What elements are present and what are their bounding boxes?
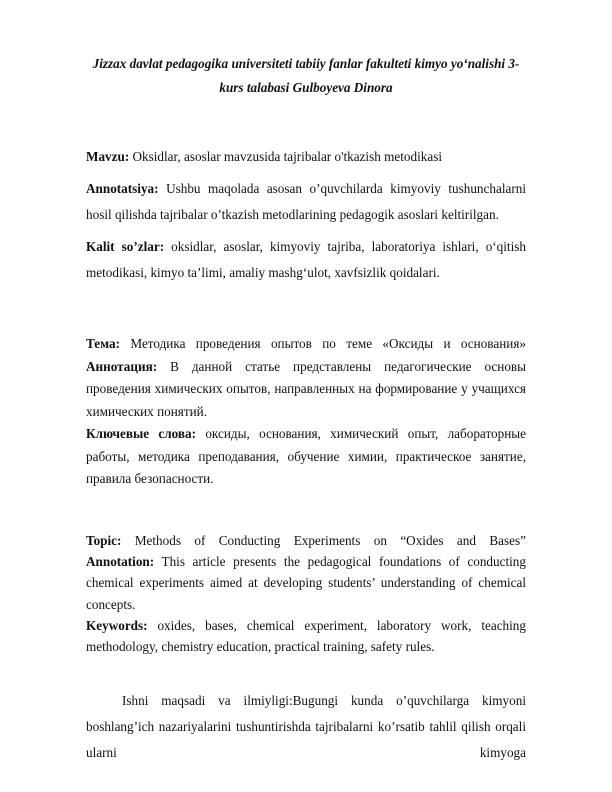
body-section [86, 688, 526, 766]
title-line-1: Jizzax davlat pedagogika universiteti tabiiy fanlar fakulteti kimyo yo‘nalishi 3- [92, 56, 520, 71]
en-topic-label: Topic: [86, 533, 122, 548]
uz-keywords [86, 234, 526, 286]
ru-annotation-text: В данной статье представлены педагогические основы проведения химических опытов, направленных на формирование у учащихся химических понятий. [86, 358, 526, 419]
ru-annotation-label: Аннотация: [86, 358, 158, 374]
en-section [86, 530, 526, 657]
uz-annotation [86, 176, 526, 228]
ru-section [86, 333, 526, 491]
ru-topic-text: Методика проведения опытов по теме «Оксиды и основания» [120, 336, 526, 351]
ru-keywords [86, 423, 526, 491]
ru-keywords-label: Ключевые слова: [86, 426, 197, 441]
uz-keywords-text: oksidlar, asoslar, kimyoviy tajriba, laboratoriya ishlari, o‘qitish metodikasi, kimyo ta’limi, amaliy mashg‘ulot, xavfsizlik qoidalari. [86, 239, 526, 280]
en-keywords-text: oxides, bases, chemical experiment, laboratory work, teaching methodology, chemistry education, practical training, safety rules. [86, 617, 526, 655]
uz-topic-text: Oksidlar, asoslar mavzusida tajribalar o'tkazish metodikasi [129, 149, 442, 164]
uz-topic [86, 144, 526, 170]
uz-annotation-text: Ushbu maqolada asosan o’quvchilarda kimyoviy tushunchalarni hosil qilishda tajribalar o’tkazish metodlarining pedagogik asoslari keltirilgan. [86, 181, 526, 222]
en-annotation [86, 551, 526, 615]
ru-keywords-text: оксиды, основания, химический опыт, лабораторные работы, методика преподавания, обучение химии, практическое занятие, правила безопасности. [86, 426, 526, 486]
en-topic-text: Methods of Conducting Experiments on “Oxides and Bases” [121, 533, 526, 548]
en-keywords-label: Keywords: [86, 617, 148, 633]
en-topic [86, 530, 526, 551]
uz-annotation-label: Annotatsiya: [86, 181, 159, 196]
body-paragraph: Ishni maqsadi va ilmiyligi:Bugungi kunda o’quvchilarga kimyoni boshlang’ich nazariyalarini tushuntirishda tajribalarni ko’rsatib tahlil qilish orqali ularni kimyoga [86, 693, 526, 760]
uz-topic-label: Mavzu: [86, 149, 130, 164]
title-line-2: kurs talabasi Gulboyeva Dinora [219, 80, 393, 95]
en-keywords [86, 615, 526, 657]
ru-topic [86, 333, 526, 356]
ru-annotation [86, 356, 526, 424]
ru-topic-label: Тема: [86, 336, 121, 351]
en-annotation-text: This article presents the pedagogical foundations of conducting chemical experiments aimed at developing students’ understanding of chemical concepts. [86, 554, 526, 612]
uz-section [86, 144, 526, 286]
article-title [84, 52, 528, 100]
en-annotation-label: Annotation: [86, 554, 155, 570]
uz-keywords-label: Kalit so’zlar: [86, 239, 165, 254]
